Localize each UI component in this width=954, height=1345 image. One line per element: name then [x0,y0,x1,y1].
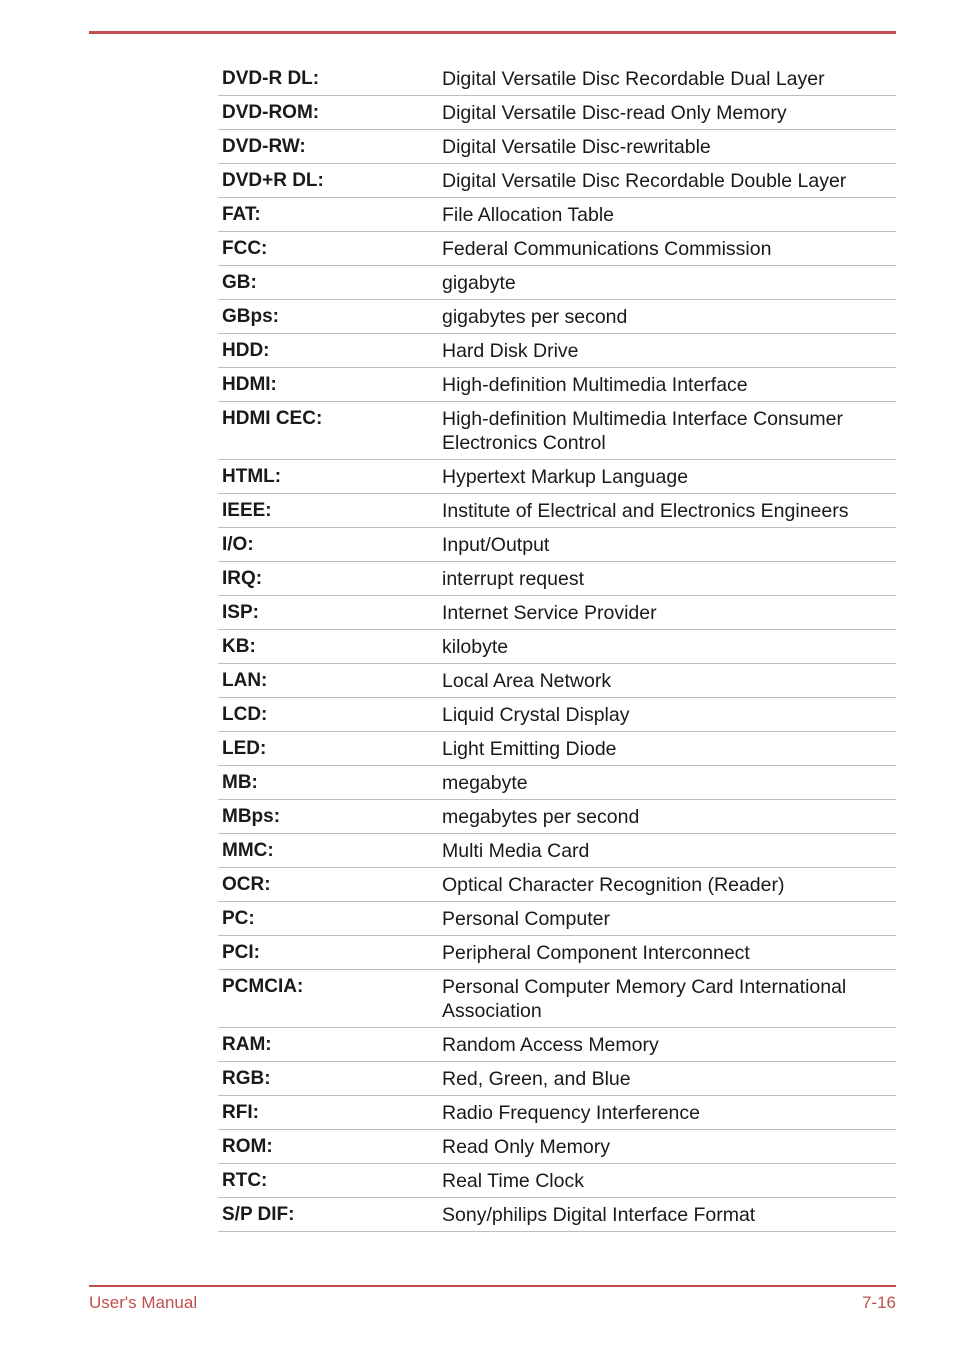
glossary-term: MB: [222,772,258,793]
glossary-term: RAM: [222,1034,272,1055]
glossary-term: RGB: [222,1068,271,1089]
glossary-term: KB: [222,636,256,657]
glossary-term: LED: [222,738,267,759]
glossary-row [218,164,896,198]
glossary-definition: Hard Disk Drive [442,340,579,362]
glossary-term: HDD: [222,340,270,361]
footer-page-number: 7-16 [861,1293,896,1312]
glossary-definition: Light Emitting Diode [442,738,617,760]
glossary-row [218,766,896,800]
glossary-definition: Hypertext Markup Language [442,466,689,488]
glossary-row [218,1096,896,1130]
glossary-row [218,834,896,868]
glossary-row [218,130,896,164]
glossary-term: HDMI CEC: [222,408,323,429]
glossary-term: ROM: [222,1136,273,1157]
glossary-row [218,368,896,402]
glossary-term: MMC: [222,840,274,861]
glossary-term: LCD: [222,704,268,725]
glossary-definition: Digital Versatile Disc-rewritable [442,136,711,158]
glossary-definition: Read Only Memory [442,1136,610,1158]
glossary-term: PCMCIA: [222,976,304,997]
glossary-term: DVD-R DL: [222,68,320,89]
glossary-row [218,970,896,1028]
glossary-row [218,1198,896,1232]
glossary-term: PC: [222,908,255,929]
glossary-definition: Sony/philips Digital Interface Format [442,1204,756,1226]
glossary-row [218,62,896,96]
glossary-term: HDMI: [222,374,277,395]
glossary-definition: Personal Computer [442,908,610,930]
glossary-row [218,528,896,562]
glossary-row [218,902,896,936]
glossary-row [218,334,896,368]
glossary-definition: Optical Character Recognition (Reader) [442,874,785,896]
glossary-term: S/P DIF: [222,1204,295,1225]
glossary-term: IEEE: [222,500,272,521]
glossary-term: ISP: [222,602,259,623]
glossary-row [218,698,896,732]
glossary-definition: kilobyte [442,636,509,658]
glossary-row [218,232,896,266]
glossary-definition: Personal Computer Memory Card International Association [442,976,847,1022]
glossary-definition: Digital Versatile Disc Recordable Dual Layer [442,68,825,90]
glossary-term: DVD-ROM: [222,102,320,123]
glossary-row [218,596,896,630]
glossary-row [218,732,896,766]
glossary-definition: interrupt request [442,568,584,590]
glossary-table [218,62,896,1232]
glossary-row [218,96,896,130]
glossary-term: DVD+R DL: [222,170,324,191]
glossary-definition: Peripheral Component Interconnect [442,942,750,964]
footer-rule [89,1285,896,1287]
glossary-term: OCR: [222,874,271,895]
glossary-definition: gigabyte [442,272,516,294]
glossary-definition: Digital Versatile Disc Recordable Double Layer [442,170,847,192]
glossary-term: I/O: [222,534,254,555]
glossary-definition: Internet Service Provider [442,602,657,624]
glossary-term: HTML: [222,466,282,487]
glossary-row [218,402,896,460]
glossary-definition: Red, Green, and Blue [442,1068,631,1090]
glossary-row [218,266,896,300]
glossary-row [218,460,896,494]
glossary-definition: Real Time Clock [442,1170,584,1192]
glossary-row [218,300,896,334]
glossary-term: GB: [222,272,257,293]
footer-manual-title: User's Manual [89,1293,198,1312]
glossary-definition: megabyte [442,772,528,794]
glossary-row [218,664,896,698]
glossary-term: IRQ: [222,568,263,589]
glossary-definition: File Allocation Table [442,204,614,226]
glossary-row [218,936,896,970]
glossary-row [218,630,896,664]
glossary-definition: megabytes per second [442,806,640,828]
glossary-definition: Liquid Crystal Display [442,704,630,726]
glossary-row [218,1130,896,1164]
glossary-term: RTC: [222,1170,268,1191]
glossary-definition: Random Access Memory [442,1034,659,1056]
glossary-definition: Input/Output [442,534,550,556]
glossary-definition: Digital Versatile Disc-read Only Memory [442,102,787,124]
glossary-definition: Radio Frequency Interference [442,1102,700,1124]
glossary-row [218,198,896,232]
glossary-row [218,494,896,528]
glossary-term: RFI: [222,1102,259,1123]
glossary-definition: Federal Communications Commission [442,238,772,260]
glossary-row [218,562,896,596]
glossary-row [218,1028,896,1062]
header-rule [89,31,896,34]
glossary-row [218,868,896,902]
glossary-row [218,800,896,834]
glossary-definition: High-definition Multimedia Interface [442,374,748,396]
glossary-definition: High-definition Multimedia Interface Consumer Electronics Control [442,408,844,454]
glossary-definition: gigabytes per second [442,306,628,328]
glossary-term: FCC: [222,238,268,259]
glossary-term: MBps: [222,806,281,827]
glossary-row [218,1062,896,1096]
glossary-term: GBps: [222,306,279,327]
glossary-row [218,1164,896,1198]
glossary-definition: Multi Media Card [442,840,590,862]
glossary-term: LAN: [222,670,268,691]
glossary-term: FAT: [222,204,261,225]
glossary-definition: Institute of Electrical and Electronics Engineers [442,500,849,522]
glossary-term: DVD-RW: [222,136,306,157]
glossary-term: PCI: [222,942,260,963]
glossary-definition: Local Area Network [442,670,612,692]
